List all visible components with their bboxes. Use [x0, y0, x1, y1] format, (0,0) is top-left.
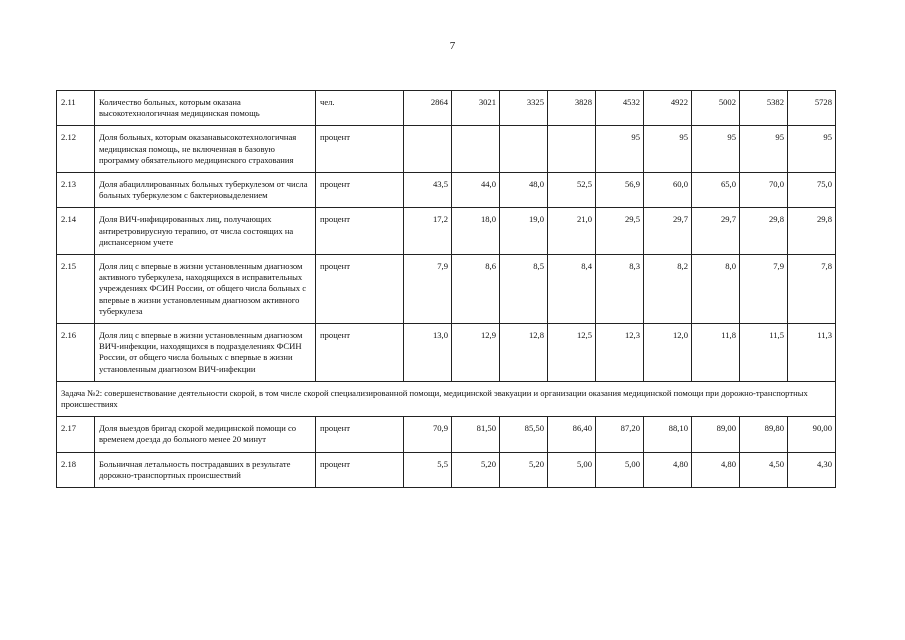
indicator-value: 8,3 — [596, 255, 644, 324]
indicator-value: 12,0 — [644, 324, 692, 382]
indicator-value: 56,9 — [596, 173, 644, 208]
indicator-value: 12,8 — [500, 324, 548, 382]
indicator-value: 60,0 — [644, 173, 692, 208]
indicator-value: 89,00 — [692, 417, 740, 452]
indicator-unit: процент — [316, 208, 404, 255]
table-row — [57, 91, 836, 126]
table-row — [57, 324, 836, 382]
indicator-value: 85,50 — [500, 417, 548, 452]
indicator-number: 2.15 — [57, 255, 95, 324]
indicator-name: Количество больных, которым оказана высокотехнологичная медицинская помощь — [95, 91, 316, 126]
indicator-name: Доля лиц с впервые в жизни установленным диагнозом активного туберкулеза, находящихся в исправительных учреждениях ФСИН России, от общего числа больных с впервые в жизни установленным диагнозом активного туберкулеза — [95, 255, 316, 324]
indicator-name: Доля больных, которым оказанавысокотехнологичная медицинская помощь, не включенная в базовую программу обязательного медицинского страхования — [95, 126, 316, 173]
indicator-value: 29,8 — [740, 208, 788, 255]
indicator-name: Доля выездов бригад скорой медицинской помощи со временем доезда до больного менее 20 минут — [95, 417, 316, 452]
indicator-value: 12,9 — [452, 324, 500, 382]
indicator-value: 7,8 — [788, 255, 836, 324]
table-row — [57, 173, 836, 208]
indicator-value — [404, 126, 452, 173]
indicator-value: 7,9 — [404, 255, 452, 324]
indicator-value: 81,50 — [452, 417, 500, 452]
indicator-value: 52,5 — [548, 173, 596, 208]
indicator-value: 3828 — [548, 91, 596, 126]
table-row — [57, 417, 836, 452]
indicator-value: 5,00 — [596, 452, 644, 487]
indicator-value: 4,80 — [644, 452, 692, 487]
indicator-value: 8,0 — [692, 255, 740, 324]
indicator-name: Доля лиц с впервые в жизни установленным диагнозом ВИЧ-инфекции, находящихся в подразделениях ФСИН России, от общего числа больных с впервые в жизни установленным диагнозом ВИЧ-инфекции — [95, 324, 316, 382]
indicator-value: 5,20 — [500, 452, 548, 487]
indicator-value: 5382 — [740, 91, 788, 126]
page-number: 7 — [449, 40, 456, 52]
indicator-value: 8,5 — [500, 255, 548, 324]
indicator-value: 5,20 — [452, 452, 500, 487]
indicator-value: 65,0 — [692, 173, 740, 208]
indicator-value: 4,80 — [692, 452, 740, 487]
indicator-value: 5002 — [692, 91, 740, 126]
indicator-value: 88,10 — [644, 417, 692, 452]
indicator-value: 7,9 — [740, 255, 788, 324]
indicator-unit: процент — [316, 417, 404, 452]
indicator-value: 2864 — [404, 91, 452, 126]
indicator-value: 19,0 — [500, 208, 548, 255]
indicator-unit: процент — [316, 324, 404, 382]
indicator-value: 12,3 — [596, 324, 644, 382]
indicator-value: 3021 — [452, 91, 500, 126]
indicator-value: 8,2 — [644, 255, 692, 324]
indicator-value: 4922 — [644, 91, 692, 126]
indicator-value: 70,0 — [740, 173, 788, 208]
indicator-value: 43,5 — [404, 173, 452, 208]
indicator-unit: процент — [316, 255, 404, 324]
indicator-value: 70,9 — [404, 417, 452, 452]
indicator-number: 2.17 — [57, 417, 95, 452]
indicator-number: 2.12 — [57, 126, 95, 173]
table-row — [57, 452, 836, 487]
indicator-name: Больничная летальность пострадавших в результате дорожно-транспортных происшествий — [95, 452, 316, 487]
indicator-value: 4,50 — [740, 452, 788, 487]
indicator-value: 11,8 — [692, 324, 740, 382]
indicator-value: 89,80 — [740, 417, 788, 452]
indicator-value: 11,3 — [788, 324, 836, 382]
indicator-name: Доля ВИЧ-инфицированных лиц, получающих антиретровирусную терапию, от числа состоящих на диспансерном учете — [95, 208, 316, 255]
indicator-value: 8,6 — [452, 255, 500, 324]
indicator-value: 11,5 — [740, 324, 788, 382]
indicator-unit: процент — [316, 126, 404, 173]
indicator-value: 17,2 — [404, 208, 452, 255]
indicator-number: 2.16 — [57, 324, 95, 382]
indicator-value: 4532 — [596, 91, 644, 126]
indicator-value: 3325 — [500, 91, 548, 126]
task-text: Задача №2: совершенствование деятельности скорой, в том числе скорой специализированной помощи, медицинской эвакуации и организации оказания медицинской помощи при дорожно-транспортных происшествиях — [57, 381, 836, 416]
indicator-value — [500, 126, 548, 173]
indicator-number: 2.14 — [57, 208, 95, 255]
indicator-unit: чел. — [316, 91, 404, 126]
table-row — [57, 255, 836, 324]
indicator-value: 5,5 — [404, 452, 452, 487]
indicator-value: 21,0 — [548, 208, 596, 255]
indicator-value: 44,0 — [452, 173, 500, 208]
indicator-value: 95 — [596, 126, 644, 173]
indicator-value: 86,40 — [548, 417, 596, 452]
indicator-value: 8,4 — [548, 255, 596, 324]
indicator-value: 95 — [692, 126, 740, 173]
table-row — [57, 126, 836, 173]
task-row — [57, 381, 836, 416]
indicator-number: 2.13 — [57, 173, 95, 208]
indicator-value: 4,30 — [788, 452, 836, 487]
indicator-name: Доля абациллированных больных туберкулезом от числа больных туберкулезом с бактериовыделением — [95, 173, 316, 208]
indicator-value: 18,0 — [452, 208, 500, 255]
indicators-table — [56, 90, 836, 488]
indicator-number: 2.11 — [57, 91, 95, 126]
indicator-value — [452, 126, 500, 173]
indicator-value: 29,7 — [644, 208, 692, 255]
table-row — [57, 208, 836, 255]
indicator-unit: процент — [316, 452, 404, 487]
indicator-value: 90,00 — [788, 417, 836, 452]
indicator-value: 29,5 — [596, 208, 644, 255]
indicator-value: 29,8 — [788, 208, 836, 255]
indicator-value: 95 — [788, 126, 836, 173]
indicator-value: 5728 — [788, 91, 836, 126]
indicator-value: 95 — [740, 126, 788, 173]
indicator-number: 2.18 — [57, 452, 95, 487]
indicator-value: 12,5 — [548, 324, 596, 382]
indicator-unit: процент — [316, 173, 404, 208]
indicator-value: 13,0 — [404, 324, 452, 382]
indicator-value: 5,00 — [548, 452, 596, 487]
indicator-value: 75,0 — [788, 173, 836, 208]
indicator-value — [548, 126, 596, 173]
indicator-value: 29,7 — [692, 208, 740, 255]
indicator-value: 48,0 — [500, 173, 548, 208]
indicator-value: 95 — [644, 126, 692, 173]
indicator-value: 87,20 — [596, 417, 644, 452]
